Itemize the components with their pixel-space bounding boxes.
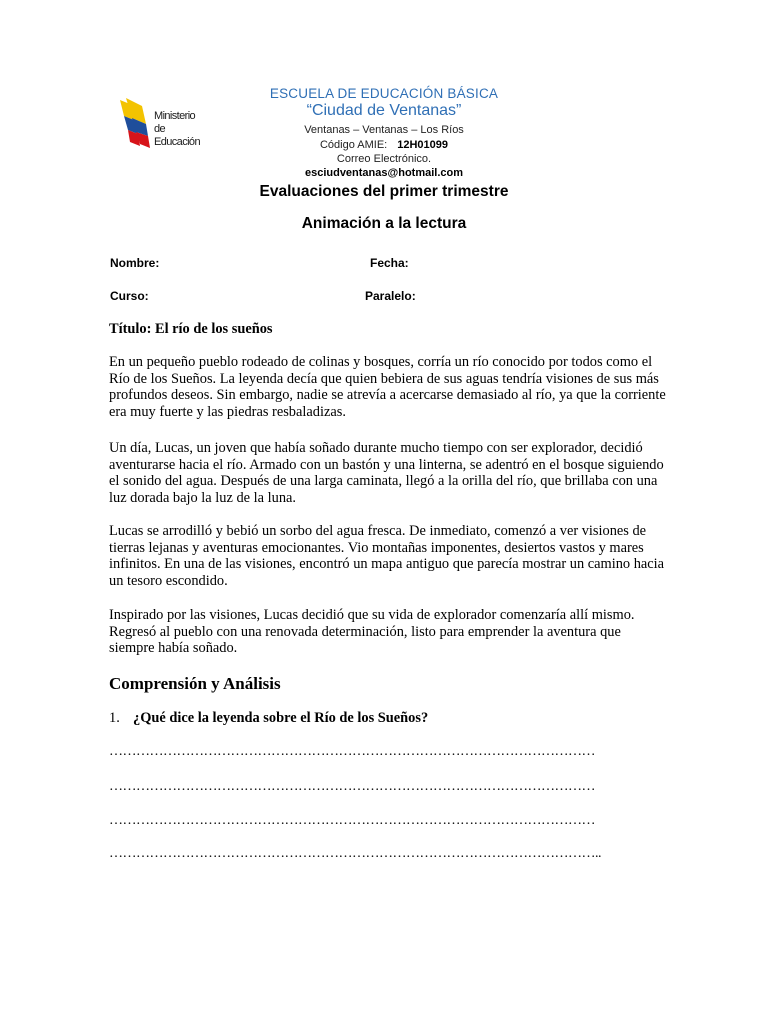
school-email: esciudventanas@hotmail.com — [304, 167, 464, 179]
reading-paragraph: Lucas se arrodilló y bebió un sorbo del agua fresca. De inmediato, comenzó a ver visiones de tierras lejanas y aventuras emocionantes. Vio montañas imponentes, desiertos vastos y mares infinitos. En una de las visiones, encontró un mapa antiguo que parecía mostrar un camino hacia un tesoro escondido. — [109, 523, 665, 589]
course-label: Curso: — [110, 289, 149, 303]
answer-line[interactable]: ……………………………………………………………………………………………… — [109, 779, 595, 794]
school-city-name: “Ciudad de Ventanas” — [306, 102, 462, 119]
reading-paragraph: Inspirado por las visiones, Lucas decidió que su vida de explorador comenzaría allí mismo. Regresó al pueblo con una renovada determinación, listo para emprender la aventura que siempre había soñado. — [109, 607, 635, 657]
answer-line[interactable]: ……………………………………………………………………………………………… — [109, 813, 595, 828]
date-label: Fecha: — [370, 256, 409, 270]
question-text: ¿Qué dice la leyenda sobre el Río de los Sueños? — [133, 710, 429, 726]
email-label: Correo Electrónico. — [336, 153, 432, 165]
logo-line-1: Ministerio — [154, 110, 196, 122]
school-address: Ventanas – Ventanas – Los Ríos — [304, 124, 464, 136]
amie-code-line — [0, 139, 768, 151]
name-label: Nombre: — [110, 256, 160, 270]
evaluation-title: Evaluaciones del primer trimestre — [259, 183, 509, 200]
amie-code: 12H01099 — [397, 139, 449, 151]
reading-title: Título: El río de los sueños — [109, 321, 273, 337]
reading-paragraph: Un día, Lucas, un joven que había soñado durante mucho tiempo con ser explorador, decidió aventurarse hacia el río. Armado con un bastón y una linterna, se adentró en el bosque siguiendo el sonido del agua. Después de una larga caminata, llegó a la orilla del río, que brillaba con una luz dorada bajo la luz de la luna. — [109, 440, 664, 506]
parallel-label: Paralelo: — [365, 289, 416, 303]
reading-paragraph: En un pequeño pueblo rodeado de colinas y bosques, corría un río conocido por todos como el Río de los Sueños. La leyenda decía que quien bebiera de sus aguas tendría visiones de sus más profundos deseos. Sin embargo, nadie se atrevía a acercarse demasiado al río, ya que la corriente era muy fuerte y las piedras resbaladizas. — [109, 354, 666, 420]
logo-line-2: de Educación — [154, 123, 200, 148]
school-name: ESCUELA DE EDUCACIÓN BÁSICA — [269, 86, 499, 101]
question-number: 1. — [109, 710, 120, 726]
activity-title: Animación a la lectura — [301, 215, 467, 232]
amie-label: Código AMIE: — [319, 139, 388, 151]
comprehension-heading: Comprensión y Análisis — [109, 674, 281, 693]
answer-line[interactable]: ……………………………………………………………………………………………… — [109, 744, 595, 759]
answer-line[interactable]: ……………………………………………………………………………………………….. — [109, 846, 601, 861]
question-1 — [109, 710, 428, 727]
